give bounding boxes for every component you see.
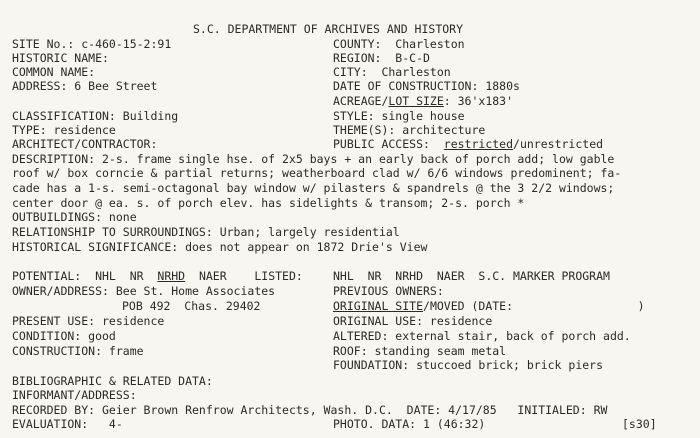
original-site-moved: [333, 299, 645, 313]
bibliographic-data: BIBLIOGRAPHIC & RELATED DATA:: [12, 374, 213, 388]
address: ADDRESS: 6 Bee Street: [12, 79, 158, 93]
description-line: DESCRIPTION: 2-s. frame single hse. of 2x5 bays + an early back of porch add; low gable: [12, 152, 615, 166]
recorded-by: RECORDED BY: Geier Brown Renfrow Architects, Wash. D.C. DATE: 4/17/85 INITIALED: RW: [12, 403, 608, 417]
potential: [12, 269, 303, 283]
owner-address-line-2: POB 492 Chas. 29402: [122, 299, 261, 313]
public-access-suffix: /unrestricted: [513, 137, 604, 151]
type: TYPE: residence: [12, 123, 116, 137]
foundation: FOUNDATION: stuccoed brick; brick piers: [333, 358, 604, 372]
original-site-label: ORIGINAL SITE: [333, 299, 424, 313]
card-header: S.C. DEPARTMENT OF ARCHIVES AND HISTORY: [193, 22, 464, 36]
relationship-to-surroundings: RELATIONSHIP TO SURROUNDINGS: Urban; largely residential: [12, 225, 400, 239]
condition: CONDITION: good: [12, 329, 116, 343]
style: STYLE: single house: [333, 109, 465, 123]
potential-prefix: POTENTIAL: NHL NR: [12, 269, 158, 283]
public-access: [333, 137, 603, 151]
lot-size-label: LOT SIZE: [388, 94, 444, 108]
common-name: COMMON NAME:: [12, 65, 96, 79]
lot-size-value: : 36'x183': [443, 94, 514, 108]
county: COUNTY: Charleston: [333, 37, 465, 51]
date-of-construction: DATE OF CONSTRUCTION: 1880s: [333, 79, 520, 93]
altered: ALTERED: external stair, back of porch add.: [333, 329, 631, 343]
description-line: center door @ ea. s. of porch elev. has sidelights & transom; 2-s. porch *: [12, 196, 525, 210]
original-use: ORIGINAL USE: residence: [333, 314, 493, 328]
present-use: PRESENT USE: residence: [12, 314, 165, 328]
architect-contractor: ARCHITECT/CONTRACTOR:: [12, 137, 158, 151]
public-access-restricted: restricted: [443, 137, 514, 151]
classification: CLASSIFICATION: Building: [12, 109, 179, 123]
historical-significance: HISTORICAL SIGNIFICANCE: does not appear on 1872 Drie's View: [12, 240, 428, 254]
description-line: roof w/ box corncie & partial returns; weatherboard clad w/ 6/6 windows predominent; fa-: [12, 166, 622, 180]
region: REGION: B-C-D: [333, 51, 430, 65]
themes: THEME(S): architecture: [333, 123, 486, 137]
photo-data: PHOTO. DATA: 1 (46:32): [333, 417, 486, 431]
historic-name: HISTORIC NAME:: [12, 51, 109, 65]
public-access-label: PUBLIC ACCESS:: [333, 137, 444, 151]
site-number: SITE No.: c-460-15-2:91: [12, 37, 172, 51]
moved-date: /MOVED (DATE: ): [423, 299, 645, 313]
city: CITY: Charleston: [333, 65, 451, 79]
outbuildings: OUTBUILDINGS: none: [12, 210, 137, 224]
previous-owners: PREVIOUS OWNERS:: [333, 284, 444, 298]
acreage-lot-size: [333, 94, 513, 108]
acreage-prefix: ACREAGE/: [333, 94, 389, 108]
potential-suffix: NAER LISTED:: [185, 269, 303, 283]
roof: ROOF: standing seam metal: [333, 344, 507, 358]
description-line: cade has a 1-s. semi-octagonal bay window w/ pilasters & spandrels @ the 3 2/2 windows;: [12, 181, 615, 195]
informant-address: INFORMANT/ADDRESS:: [12, 388, 137, 402]
potential-nrhd: NRHD: [157, 269, 186, 283]
evaluation: EVALUATION: 4-: [12, 417, 123, 431]
card-code: [s30]: [622, 417, 657, 431]
construction: CONSTRUCTION: frame: [12, 344, 144, 358]
listed-options: NHL NR NRHD NAER S.C. MARKER PROGRAM: [333, 269, 610, 283]
owner-address: OWNER/ADDRESS: Bee St. Home Associates: [12, 284, 276, 298]
